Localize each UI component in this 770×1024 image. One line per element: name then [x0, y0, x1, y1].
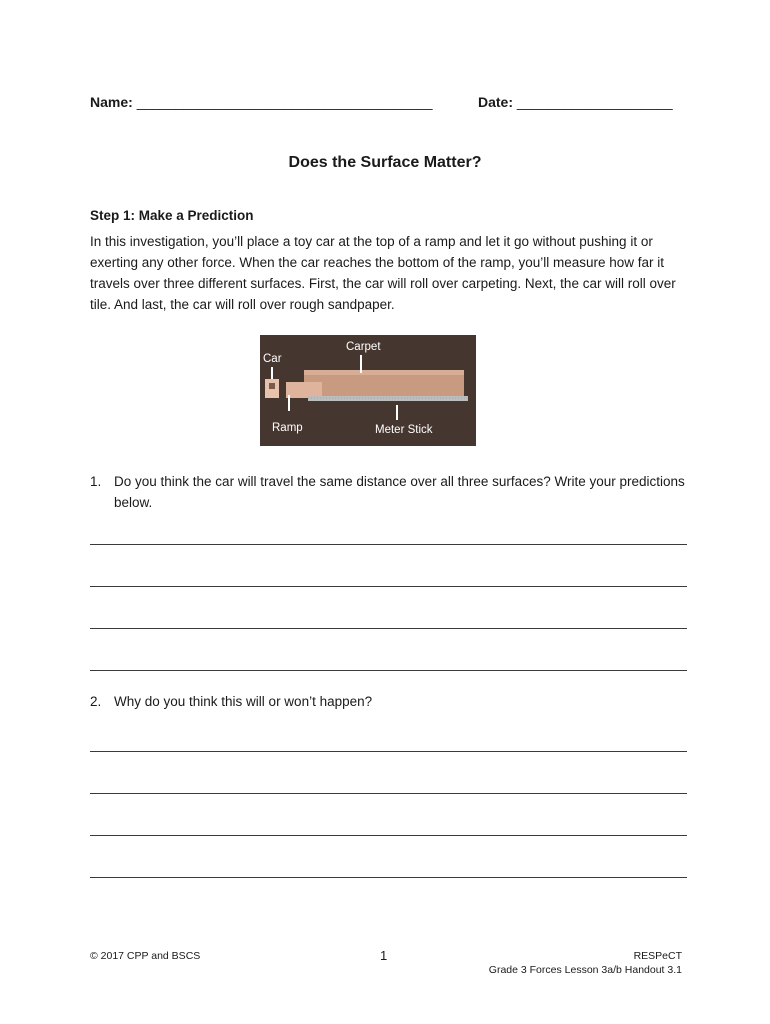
car-label: Car: [263, 353, 282, 365]
lesson-id: Grade 3 Forces Lesson 3a/b Handout 3.1: [488, 964, 682, 976]
answer-line-q2-1[interactable]: [90, 751, 687, 752]
name-blank: ______________________________________: [136, 94, 433, 110]
program-name: RESPeCT: [633, 950, 682, 962]
answer-line-q1-3[interactable]: [90, 628, 687, 629]
step1-heading: Step 1: Make a Prediction: [90, 208, 254, 223]
meter-stick-label: Meter Stick: [375, 424, 433, 436]
date-label: Date:: [478, 94, 514, 110]
date-field: [478, 94, 673, 110]
ramp-label: Ramp: [272, 422, 303, 434]
page-title: Does the Surface Matter?: [288, 154, 482, 171]
meter-stick-shape: [308, 396, 468, 401]
answer-line-q1-2[interactable]: [90, 586, 687, 587]
name-label: Name:: [90, 94, 133, 110]
name-field: [90, 94, 433, 110]
question-number: 1.: [90, 474, 102, 489]
step1-paragraph: In this investigation, you’ll place a toy car at the top of a ramp and let it go without pushing it or exerting any other force. When the car reaches the bottom of the ramp, you’ll measure how far it travels over three different surfaces. First, the car will roll over carpeting. Next, the car will roll over tile. And last, the car will roll over rough sandpaper.: [90, 234, 676, 312]
question-text: Do you think the car will travel the same distance over all three surfaces? Write your predictions below.: [114, 474, 685, 510]
ramp-shape: [286, 382, 322, 398]
answer-line-q2-2[interactable]: [90, 793, 687, 794]
copyright-text: © 2017 CPP and BSCS: [90, 950, 201, 962]
answer-line-q2-4[interactable]: [90, 877, 687, 878]
answer-line-q1-4[interactable]: [90, 670, 687, 671]
question-2: [90, 691, 690, 713]
ramp-setup-photo: [260, 335, 476, 446]
question-1: [90, 471, 690, 515]
question-text: Why do you think this will or won’t happen?: [114, 694, 373, 709]
carpet-highlight: [304, 370, 464, 375]
date-blank: ____________________: [516, 94, 673, 110]
answer-line-q1-1[interactable]: [90, 544, 687, 545]
page-number: 1: [380, 948, 388, 963]
carpet-label: Carpet: [346, 341, 381, 353]
car-window: [269, 383, 275, 389]
answer-line-q2-3[interactable]: [90, 835, 687, 836]
question-number: 2.: [90, 694, 102, 709]
